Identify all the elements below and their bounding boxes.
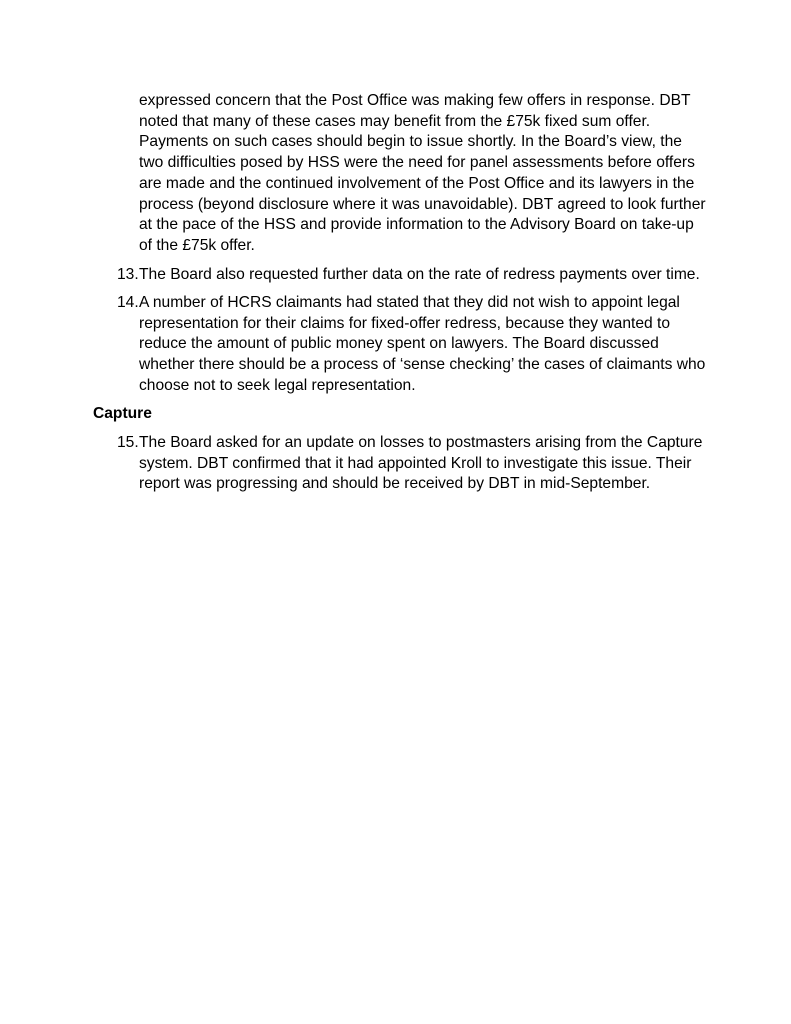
list-item-number: 14. — [117, 294, 139, 311]
continued-paragraph: expressed concern that the Post Office was making few offers in response. DBT noted that many of these cases may benefit from the £75k fixed sum offer. Payments on such cases should begin to issue shortly. In the Board’s view, the two difficulties posed by HSS were the need for panel assessments before offers are made and the continued involvement of the Post Office and its lawyers in the process (beyond disclosure where it was unavoidable). DBT agreed to look further at the pace of the HSS and provide information to the Advisory Board on take-up of the £75k offer. — [139, 92, 706, 254]
list-item-text: The Board also requested further data on the rate of redress payments over time. — [139, 266, 700, 283]
list-item — [117, 433, 717, 495]
list-item-number: 13. — [117, 266, 139, 283]
list-item — [117, 265, 717, 286]
list-item — [117, 293, 717, 397]
list-item-text: The Board asked for an update on losses to postmasters arising from the Capture system. DBT confirmed that it had appointed Kroll to investigate this issue. Their report was progressing and should be received by DBT in mid-September. — [139, 434, 703, 493]
list-item-text: A number of HCRS claimants had stated that they did not wish to appoint legal representation for their claims for fixed-offer redress, because they wanted to reduce the amount of public money spent on lawyers. The Board discussed whether there should be a process of ‘sense checking’ the cases of claimants who choose not to seek legal representation. — [139, 294, 706, 394]
list-item-number: 15. — [117, 434, 139, 451]
section-heading: Capture — [93, 405, 152, 422]
